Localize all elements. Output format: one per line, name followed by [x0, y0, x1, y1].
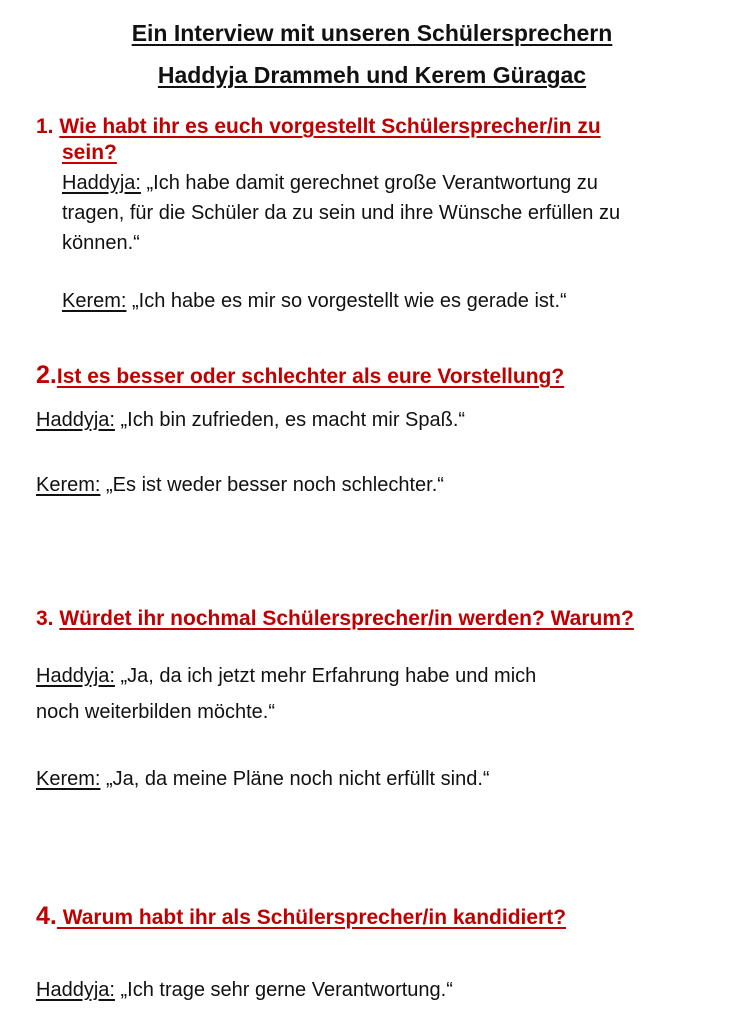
- answer-text: „Ich habe damit gerechnet große Verantwortung zu: [140, 172, 598, 194]
- answer-text: noch weiterbilden möchte.“: [36, 701, 276, 723]
- question-4-text: Warum habt ihr als Schülersprecher/in kandidiert?: [56, 906, 567, 929]
- answer-2-kerem: [36, 470, 444, 500]
- question-1-text-line1: Wie habt ihr es euch vorgestellt Schülersprecher/in zu: [59, 115, 601, 138]
- question-2-number: 2.: [36, 361, 57, 389]
- question-1-text-line2: sein?: [62, 141, 117, 164]
- question-1-number: 1.: [36, 115, 54, 138]
- answer-3-kerem: [36, 764, 490, 794]
- speaker-label: Kerem:: [36, 474, 101, 496]
- answer-text: „Ja, da ich jetzt mehr Erfahrung habe und mich: [114, 665, 537, 687]
- answer-4-haddyja: [36, 975, 453, 1005]
- answer-1-haddyja: [62, 168, 742, 258]
- answer-text: „Ich trage sehr gerne Verantwortung.“: [114, 979, 453, 1001]
- answer-text: „Ich bin zufrieden, es macht mir Spaß.“: [114, 409, 466, 431]
- answer-text: „Ja, da meine Pläne noch nicht erfüllt sind.“: [100, 768, 490, 790]
- question-3-text: Würdet ihr nochmal Schülersprecher/in werden? Warum?: [59, 607, 634, 630]
- answer-text: „Es ist weder besser noch schlechter.“: [100, 474, 444, 496]
- answer-1-kerem: [62, 286, 567, 316]
- answer-3-haddyja: [36, 658, 536, 730]
- question-1: [36, 114, 601, 140]
- document-subtitle: Haddyja Drammeh und Kerem Güragac: [157, 62, 587, 88]
- document-title: Ein Interview mit unseren Schülersprechern: [131, 20, 613, 46]
- question-2-text: Ist es besser oder schlechter als eure Vorstellung?: [56, 365, 565, 388]
- speaker-label: Haddyja:: [36, 409, 115, 431]
- question-1-line2: [62, 140, 117, 166]
- question-4: [36, 903, 566, 931]
- speaker-label: Haddyja:: [36, 979, 115, 1001]
- speaker-label: Kerem:: [62, 290, 127, 312]
- question-4-number: 4.: [36, 902, 57, 930]
- question-2: [36, 362, 564, 390]
- answer-2-haddyja: [36, 405, 465, 435]
- answer-text: können.“: [62, 232, 140, 254]
- speaker-label: Haddyja:: [36, 665, 115, 687]
- question-3-number: 3.: [36, 607, 54, 630]
- answer-text: tragen, für die Schüler da zu sein und ihre Wünsche erfüllen zu: [62, 202, 621, 224]
- speaker-label: Kerem:: [36, 768, 101, 790]
- speaker-label: Haddyja:: [62, 172, 141, 194]
- question-3: [36, 606, 634, 632]
- answer-text: „Ich habe es mir so vorgestellt wie es gerade ist.“: [126, 290, 567, 312]
